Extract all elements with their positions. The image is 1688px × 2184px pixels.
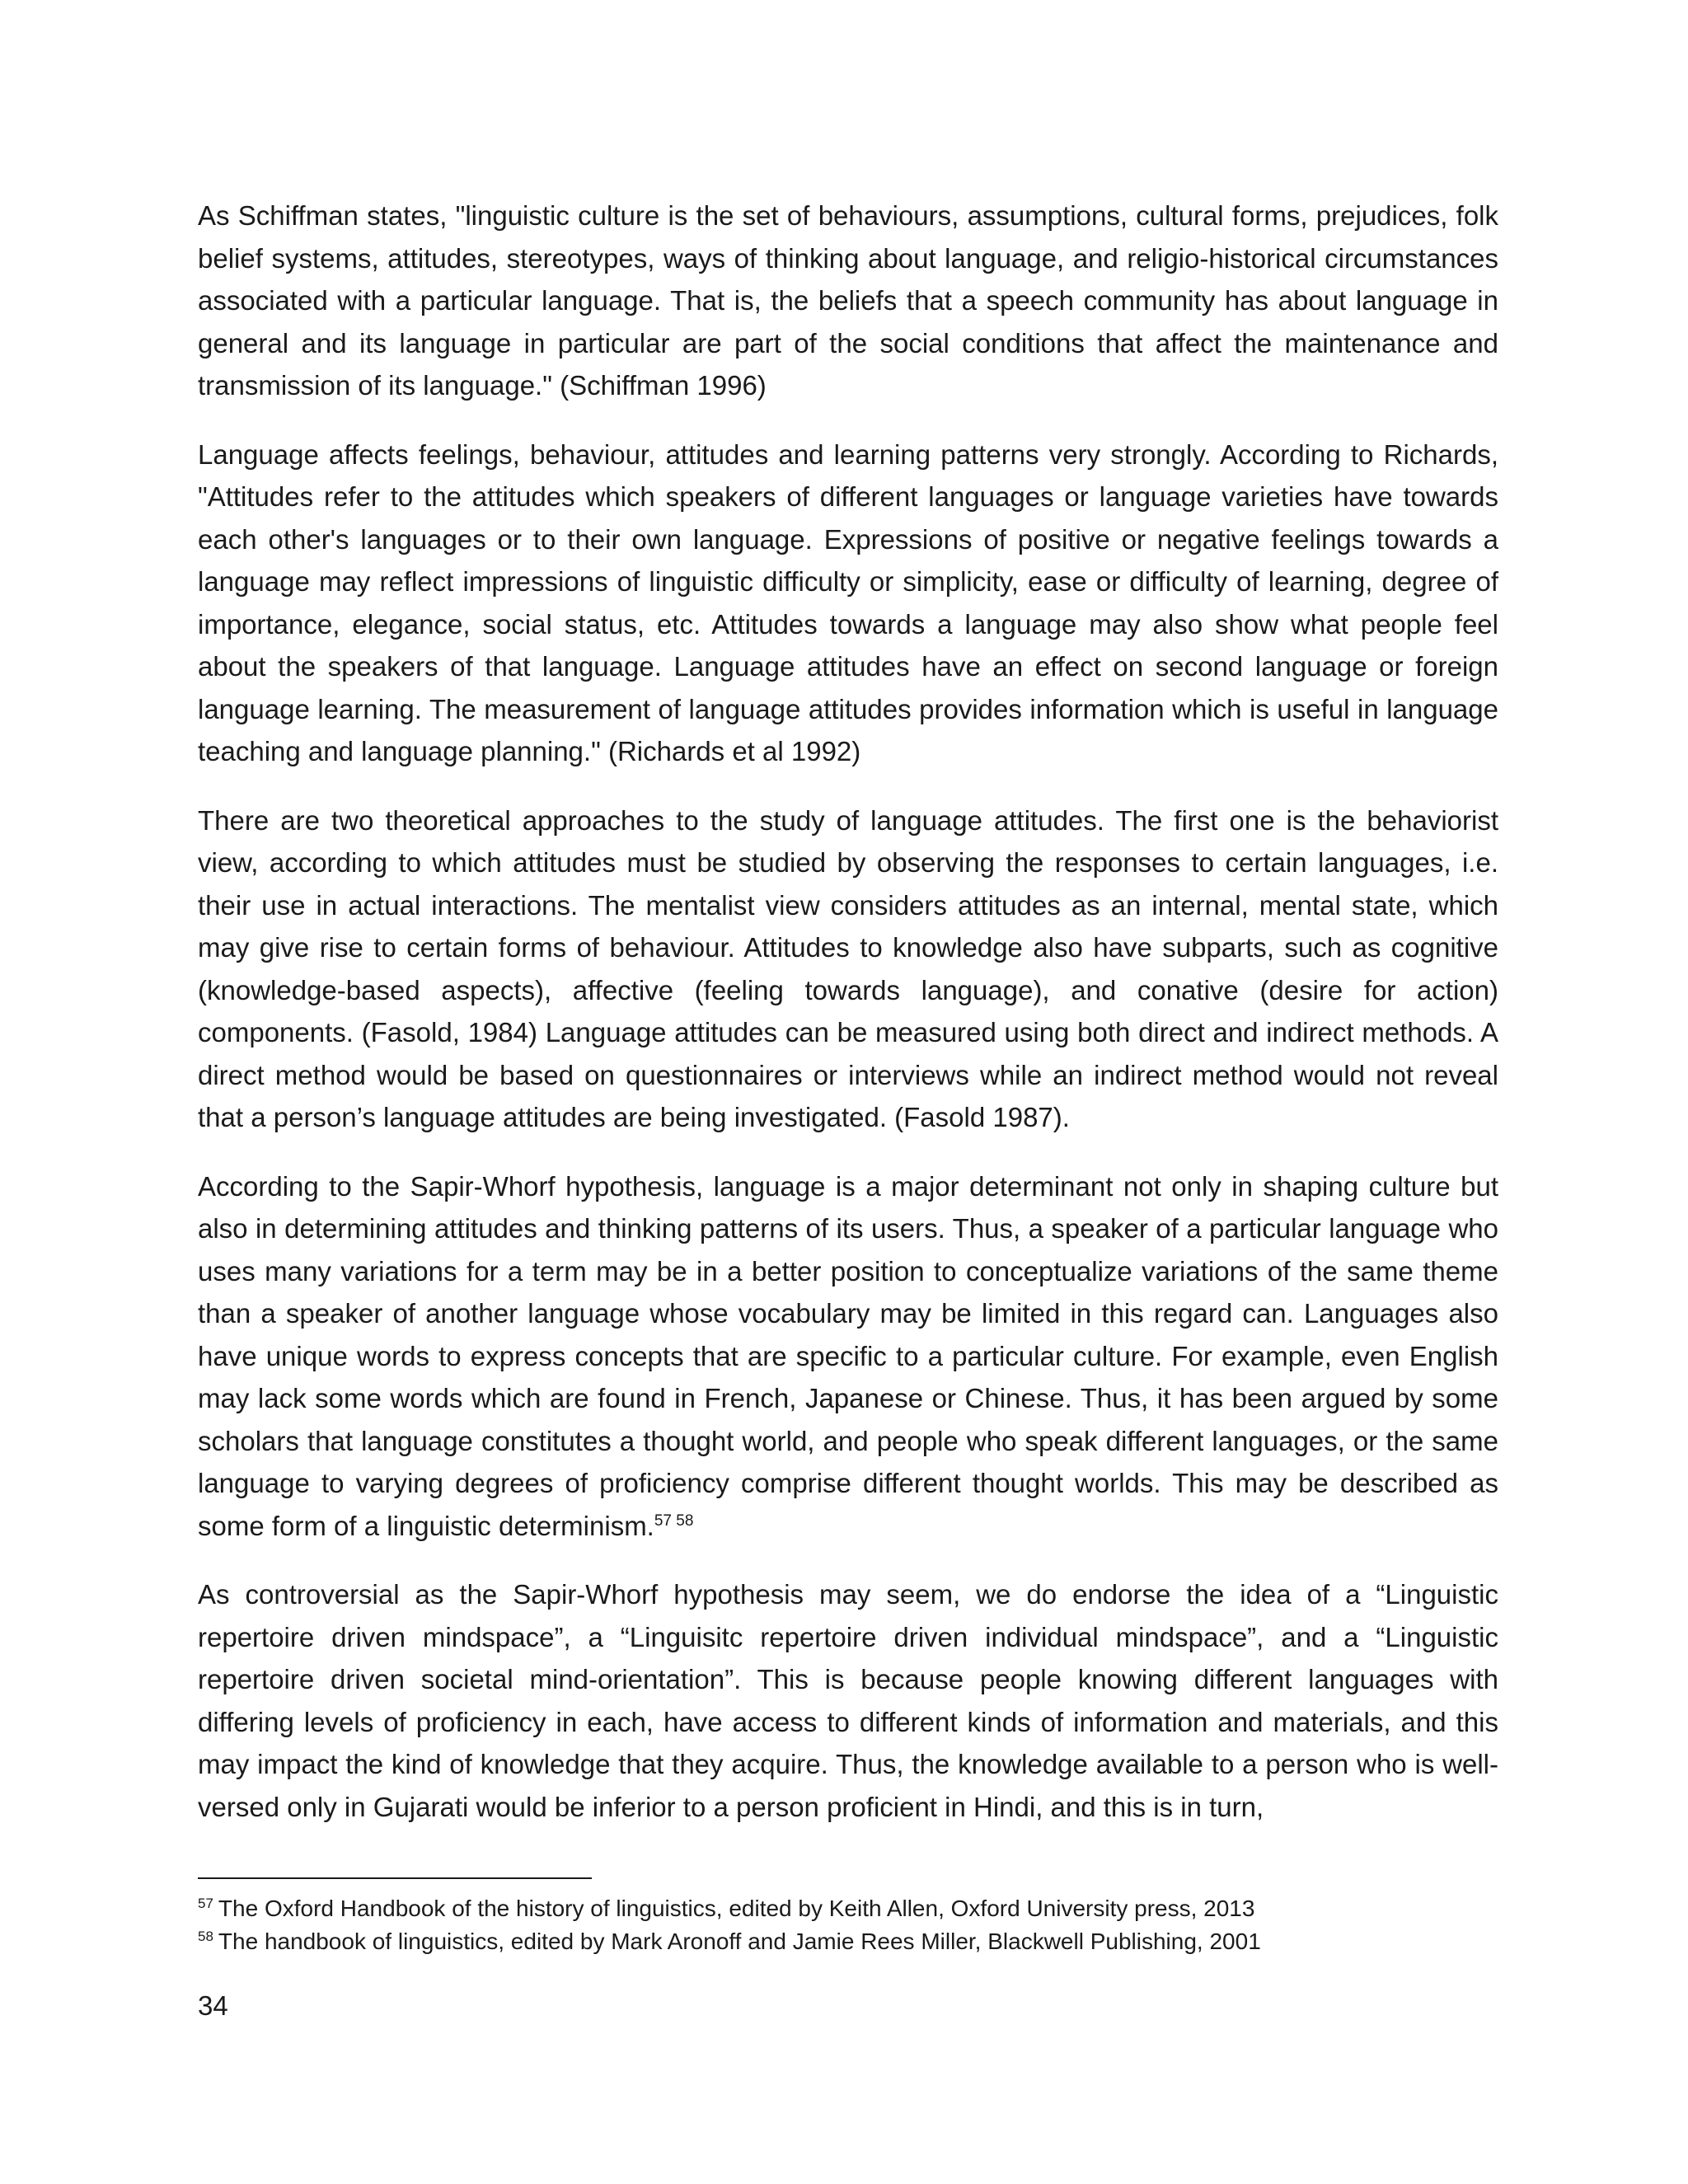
footnote-text: The Oxford Handbook of the history of linguistics, edited by Keith Allen, Oxford University press, 2013	[218, 1896, 1255, 1921]
footnote-number: 58	[198, 1928, 213, 1944]
footnote-58	[198, 1925, 1498, 1958]
paragraph-sapir-whorf	[198, 1165, 1498, 1548]
footnote-text: The handbook of linguistics, edited by Mark Aronoff and Jamie Rees Miller, Blackwell Publishing, 2001	[218, 1929, 1261, 1954]
paragraph-theoretical-approaches	[198, 799, 1498, 1139]
footnote-number: 57	[198, 1895, 213, 1911]
footnote-57	[198, 1892, 1498, 1925]
paragraph-text: As controversial as the Sapir-Whorf hypothesis may seem, we do endorse the idea of a “Linguistic repertoire driven mindspace”, a “Linguisitc repertoire driven individual mindspace”, and a “Linguistic repertoire driven societal mind-orientation”. This is because people knowing different languages with differing levels of proficiency in each, have access to different kinds of information and materials, and this may impact the kind of knowledge that they acquire. Thus, the knowledge available to a person who is well-versed only in Gujarati would be inferior to a person proficient in Hindi, and this is in turn,	[198, 1579, 1498, 1822]
paragraph-text: According to the Sapir-Whorf hypothesis, language is a major determinant not only in shaping culture but also in determining attitudes and thinking patterns of its users. Thus, a speaker of a particular language who uses many variations for a term may be in a better position to conceptualize variations of the same theme than a speaker of another language whose vocabulary may be limited in this regard can. Languages also have unique words to express concepts that are specific to a particular culture. For example, even English may lack some words which are found in French, Japanese or Chinese. Thus, it has been argued by some scholars that language constitutes a thought world, and people who speak different languages, or the same language to varying degrees of proficiency comprise different thought worlds. This may be described as some form of a linguistic determinism.	[198, 1170, 1498, 1541]
footnote-separator	[198, 1877, 592, 1879]
paragraph-text: Language affects feelings, behaviour, attitudes and learning patterns very strongly. According to Richards, "Attitudes refer to the attitudes which speakers of different languages or language varieties have towards each other's languages or to their own language. Expressions of positive or negative feelings towards a language may reflect impressions of linguistic difficulty or simplicity, ease or difficulty of learning, degree of importance, elegance, social status, etc. Attitudes towards a language may also show what people feel about the speakers of that language. Language attitudes have an effect on second language or foreign language learning. The measurement of language attitudes provides information which is useful in language teaching and language planning." (Richards et al 1992)	[198, 438, 1498, 766]
footnote-reference[interactable]: 57 58	[654, 1511, 694, 1530]
paragraph-linguistic-culture	[198, 194, 1498, 407]
paragraph-text: There are two theoretical approaches to the study of language attitudes. The first one is the behaviorist view, according to which attitudes must be studied by observing the responses to certain languages, i.e. their use in actual interactions. The mentalist view considers attitudes as an internal, mental state, which may give rise to certain forms of behaviour. Attitudes to knowledge also have subparts, such as cognitive (knowledge-based aspects), affective (feeling towards language), and conative (desire for action) components. (Fasold, 1984) Language attitudes can be measured using both direct and indirect methods. A direct method would be based on questionnaires or interviews while an indirect method would not reveal that a person’s language attitudes are being investigated. (Fasold 1987).	[198, 804, 1498, 1132]
paragraph-text: As Schiffman states, "linguistic culture is the set of behaviours, assumptions, cultural forms, prejudices, folk belief systems, attitudes, stereotypes, ways of thinking about language, and religio-historical circumstances associated with a particular language. That is, the beliefs that a speech community has about language in general and its language in particular are part of the social conditions that affect the maintenance and transmission of its language." (Schiffman 1996)	[198, 200, 1498, 401]
paragraph-language-attitudes	[198, 434, 1498, 773]
footnotes	[198, 1892, 1498, 1958]
paragraph-linguistic-repertoire	[198, 1573, 1498, 1828]
document-body	[198, 194, 1498, 1854]
page-number: 34	[198, 1990, 228, 2021]
